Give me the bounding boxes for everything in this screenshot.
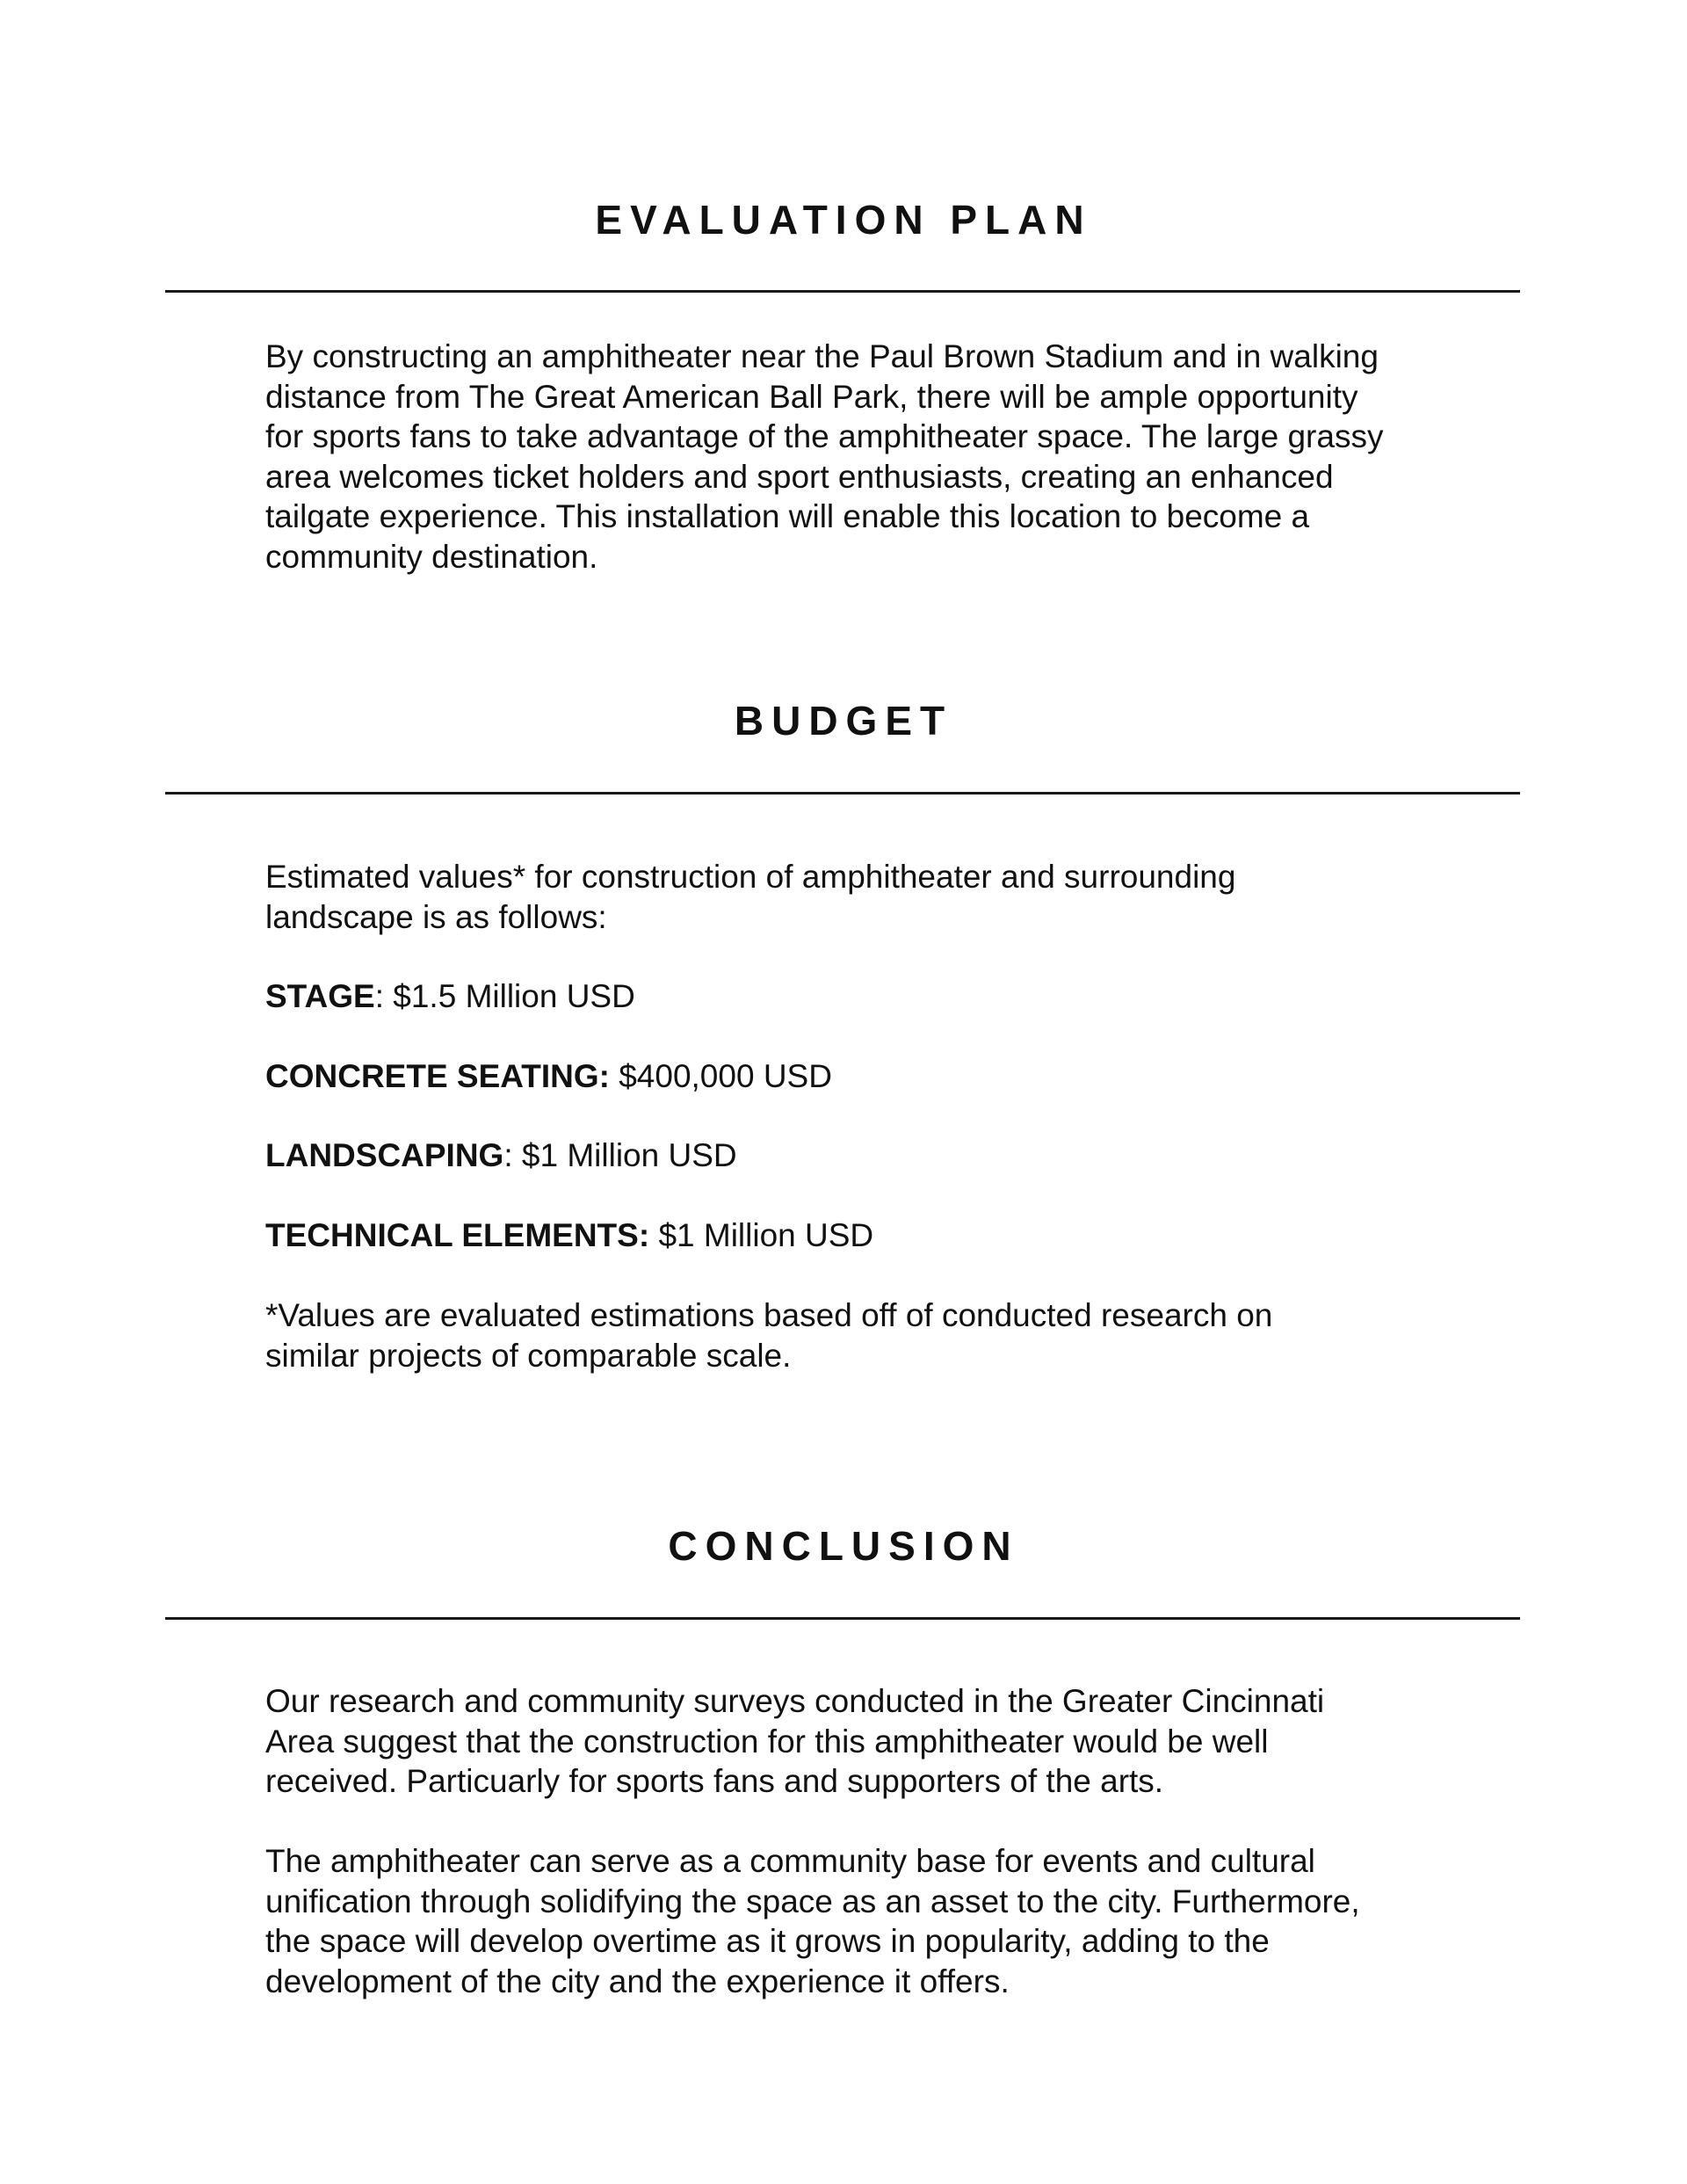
conclusion-line: development of the city and the experience it offers.	[265, 1963, 1010, 1999]
budget-heading: BUDGET	[734, 698, 953, 744]
evaluation-plan-heading: EVALUATION PLAN	[595, 197, 1092, 243]
budget-item-value: $1 Million USD	[658, 1217, 874, 1253]
evaluation-divider	[165, 290, 1520, 293]
budget-item-stage	[265, 976, 635, 1017]
budget-item-separator	[610, 1058, 619, 1094]
budget-item-concrete-seating	[265, 1056, 832, 1097]
budget-item-value: $400,000 USD	[619, 1058, 832, 1094]
evaluation-line: distance from The Great American Ball Park, there will be ample opportunity	[265, 378, 1358, 415]
budget-item-separator	[649, 1217, 658, 1253]
budget-footnote	[265, 1295, 1460, 1375]
conclusion-line: unification through solidifying the space as an asset to the city. Furthermore,	[265, 1883, 1360, 1919]
budget-item-label: TECHNICAL ELEMENTS:	[265, 1217, 650, 1253]
budget-item-label: STAGE	[265, 978, 375, 1014]
budget-intro-line: Estimated values* for construction of amphitheater and surrounding	[265, 859, 1236, 895]
budget-intro	[265, 857, 1460, 937]
budget-footnote-line: similar projects of comparable scale.	[265, 1337, 792, 1374]
evaluation-line: By constructing an amphitheater near the Paul Brown Stadium and in walking	[265, 338, 1379, 374]
budget-divider	[165, 792, 1520, 795]
budget-footnote-line: *Values are evaluated estimations based off of conducted research on	[265, 1297, 1273, 1333]
budget-item-value: $1 Million USD	[521, 1137, 737, 1173]
conclusion-line: The amphitheater can serve as a community base for events and cultural	[265, 1843, 1315, 1879]
conclusion-paragraph-1	[265, 1681, 1460, 1802]
budget-item-value: $1.5 Million USD	[393, 978, 635, 1014]
budget-item-label: CONCRETE SEATING:	[265, 1058, 610, 1094]
budget-intro-line: landscape is as follows:	[265, 898, 607, 935]
conclusion-heading: CONCLUSION	[668, 1523, 1019, 1569]
evaluation-line: for sports fans to take advantage of the amphitheater space. The large grassy	[265, 418, 1384, 454]
conclusion-line: Our research and community surveys conducted in the Greater Cincinnati	[265, 1683, 1325, 1719]
budget-item-separator: :	[503, 1137, 522, 1173]
budget-item-technical-elements	[265, 1215, 873, 1256]
budget-item-label: LANDSCAPING	[265, 1137, 504, 1173]
budget-item-separator: :	[374, 978, 394, 1014]
evaluation-line: tailgate experience. This installation will enable this location to become a	[265, 498, 1310, 534]
conclusion-line: Area suggest that the construction for this amphitheater would be well	[265, 1723, 1269, 1760]
conclusion-line: received. Particuarly for sports fans and supporters of the arts.	[265, 1763, 1164, 1799]
conclusion-paragraph-2	[265, 1841, 1460, 2001]
budget-item-landscaping	[265, 1136, 737, 1176]
evaluation-line: community destination.	[265, 538, 598, 575]
conclusion-line: the space will develop overtime as it grows in popularity, adding to the	[265, 1923, 1270, 1959]
evaluation-paragraph	[265, 337, 1460, 577]
evaluation-line: area welcomes ticket holders and sport enthusiasts, creating an enhanced	[265, 458, 1334, 495]
conclusion-divider	[165, 1617, 1520, 1620]
